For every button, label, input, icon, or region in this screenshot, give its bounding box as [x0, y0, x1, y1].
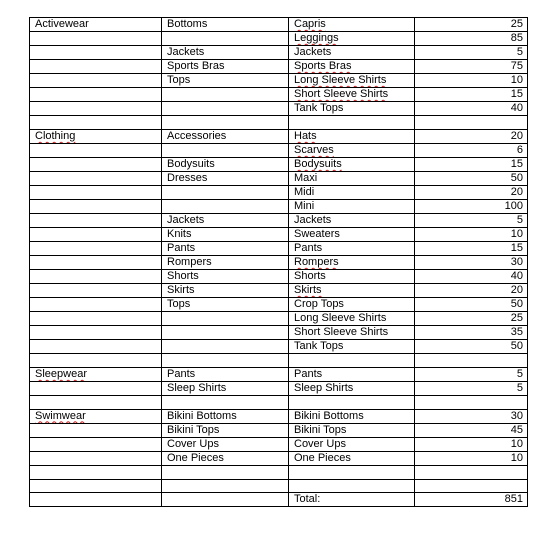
- cell-text: Tops: [167, 74, 191, 86]
- quantity-cell: [415, 171, 528, 185]
- quantity-cell: [415, 88, 528, 102]
- cell-text: Long Sleeve Shirts: [294, 74, 387, 86]
- cell-text: Capris: [294, 18, 326, 30]
- cell-text: 5: [516, 46, 523, 58]
- cell-text: 50: [510, 339, 523, 352]
- cell-text: Sports Bras: [167, 60, 225, 72]
- table-row: [30, 493, 528, 507]
- cell-text: 30: [510, 255, 523, 268]
- subcategory-cell: [162, 74, 289, 88]
- subcategory-cell: [162, 102, 289, 116]
- subcategory-cell: [162, 353, 289, 367]
- category-cell: [30, 339, 162, 353]
- category-cell: [30, 283, 162, 297]
- category-cell: [30, 255, 162, 269]
- quantity-cell: [415, 102, 528, 116]
- quantity-cell: [415, 32, 528, 46]
- inventory-table: [29, 17, 528, 507]
- cell-text: 75: [510, 60, 523, 72]
- subcategory-cell: [162, 325, 289, 339]
- subcategory-cell: [162, 297, 289, 311]
- table-row: [30, 74, 528, 88]
- subcategory-cell: [162, 129, 289, 143]
- table-row: [30, 423, 528, 437]
- subcategory-cell: [162, 157, 289, 171]
- category-cell: [30, 409, 162, 423]
- table-row: [30, 46, 528, 60]
- subcategory-cell: [162, 88, 289, 102]
- category-cell: [30, 241, 162, 255]
- category-cell: [30, 157, 162, 171]
- category-cell: [30, 60, 162, 74]
- quantity-cell: [415, 143, 528, 157]
- cell-text: One Pieces: [294, 451, 351, 464]
- subcategory-cell: [162, 381, 289, 395]
- cell-text: Midi: [294, 185, 315, 198]
- cell-text: Short Sleeve Shirts: [294, 325, 389, 338]
- item-cell: [289, 129, 415, 143]
- subcategory-cell: [162, 60, 289, 74]
- item-cell: [289, 381, 415, 395]
- category-cell: [30, 227, 162, 241]
- table-row: [30, 339, 528, 353]
- cell-text: 10: [510, 74, 523, 86]
- subcategory-cell: [162, 479, 289, 493]
- cell-text: Leggings: [294, 32, 339, 44]
- item-cell: [289, 157, 415, 171]
- inventory-table-body: [30, 18, 528, 507]
- category-cell: [30, 185, 162, 199]
- quantity-cell: [415, 157, 528, 171]
- subcategory-cell: [162, 227, 289, 241]
- category-cell: [30, 143, 162, 157]
- cell-text: 15: [510, 241, 523, 254]
- table-row: [30, 116, 528, 130]
- cell-text: Total:: [294, 493, 321, 506]
- quantity-cell: [415, 18, 528, 32]
- table-row: [30, 143, 528, 157]
- table-row: [30, 269, 528, 283]
- cell-text: Maxi: [294, 171, 318, 184]
- item-cell: [289, 171, 415, 185]
- quantity-cell: [415, 465, 528, 479]
- subcategory-cell: [162, 493, 289, 507]
- cell-text: Jackets: [294, 46, 332, 58]
- cell-text: Crop Tops: [294, 297, 344, 310]
- cell-text: Long Sleeve Shirts: [294, 311, 387, 324]
- subcategory-cell: [162, 18, 289, 32]
- quantity-cell: [415, 297, 528, 311]
- cell-text: Dresses: [167, 171, 208, 184]
- cell-text: 35: [510, 325, 523, 338]
- quantity-cell: [415, 255, 528, 269]
- category-cell: [30, 46, 162, 60]
- subcategory-cell: [162, 185, 289, 199]
- subcategory-cell: [162, 451, 289, 465]
- item-cell: [289, 199, 415, 213]
- quantity-cell: [415, 269, 528, 283]
- subcategory-cell: [162, 395, 289, 409]
- cell-text: 851: [504, 493, 523, 506]
- item-cell: [289, 143, 415, 157]
- cell-text: Bikini Tops: [167, 423, 220, 436]
- table-row: [30, 451, 528, 465]
- cell-text: Sleep Shirts: [167, 381, 227, 394]
- table-row: [30, 353, 528, 367]
- category-cell: [30, 437, 162, 451]
- cell-text: Bodysuits: [294, 157, 342, 170]
- cell-text: Bikini Bottoms: [294, 409, 364, 422]
- cell-text: Sleep Shirts: [294, 381, 354, 394]
- cell-text: 40: [510, 102, 523, 114]
- table-row: [30, 213, 528, 227]
- cell-text: Rompers: [167, 255, 212, 268]
- cell-text: 85: [510, 32, 523, 44]
- quantity-cell: [415, 381, 528, 395]
- table-row: [30, 60, 528, 74]
- quantity-cell: [415, 311, 528, 325]
- item-cell: [289, 269, 415, 283]
- cell-text: Jackets: [167, 213, 205, 226]
- item-cell: [289, 46, 415, 60]
- subcategory-cell: [162, 241, 289, 255]
- quantity-cell: [415, 353, 528, 367]
- table-row: [30, 283, 528, 297]
- cell-text: 10: [510, 451, 523, 464]
- cell-text: 5: [516, 367, 523, 380]
- cell-text: Cover Ups: [167, 437, 219, 450]
- item-cell: [289, 283, 415, 297]
- cell-text: Jackets: [167, 46, 205, 58]
- table-row: [30, 199, 528, 213]
- table-row: [30, 395, 528, 409]
- table-row: [30, 465, 528, 479]
- cell-text: 15: [510, 88, 523, 100]
- cell-text: 100: [504, 199, 523, 212]
- subcategory-cell: [162, 171, 289, 185]
- item-cell: [289, 227, 415, 241]
- item-cell: [289, 116, 415, 130]
- subcategory-cell: [162, 283, 289, 297]
- category-cell: [30, 451, 162, 465]
- table-row: [30, 185, 528, 199]
- item-cell: [289, 423, 415, 437]
- quantity-cell: [415, 325, 528, 339]
- table-row: [30, 227, 528, 241]
- item-cell: [289, 185, 415, 199]
- cell-text: Tops: [167, 297, 191, 310]
- cell-text: 45: [510, 423, 523, 436]
- item-cell: [289, 409, 415, 423]
- cell-text: Bodysuits: [167, 157, 215, 170]
- quantity-cell: [415, 60, 528, 74]
- category-cell: [30, 74, 162, 88]
- cell-text: 10: [510, 437, 523, 450]
- cell-text: 20: [510, 185, 523, 198]
- cell-text: Pants: [294, 367, 323, 380]
- item-cell: [289, 213, 415, 227]
- cell-text: Accessories: [167, 129, 227, 142]
- table-row: [30, 367, 528, 381]
- category-cell: [30, 493, 162, 507]
- quantity-cell: [415, 339, 528, 353]
- cell-text: Short Sleeve Shirts: [294, 88, 389, 100]
- quantity-cell: [415, 129, 528, 143]
- cell-text: 25: [510, 18, 523, 30]
- cell-text: Sweaters: [294, 227, 340, 240]
- quantity-cell: [415, 46, 528, 60]
- subcategory-cell: [162, 46, 289, 60]
- cell-text: 50: [510, 171, 523, 184]
- table-row: [30, 171, 528, 185]
- quantity-cell: [415, 479, 528, 493]
- table-row: [30, 18, 528, 32]
- cell-text: Tank Tops: [294, 102, 344, 114]
- quantity-cell: [415, 451, 528, 465]
- quantity-cell: [415, 367, 528, 381]
- quantity-cell: [415, 227, 528, 241]
- subcategory-cell: [162, 213, 289, 227]
- category-cell: [30, 199, 162, 213]
- quantity-cell: [415, 493, 528, 507]
- cell-text: Pants: [294, 241, 323, 254]
- cell-text: Clothing: [35, 129, 76, 142]
- cell-text: 40: [510, 269, 523, 282]
- cell-text: 5: [516, 381, 523, 394]
- item-cell: [289, 465, 415, 479]
- category-cell: [30, 381, 162, 395]
- cell-text: 10: [510, 227, 523, 240]
- cell-text: Shorts: [294, 269, 326, 282]
- item-cell: [289, 297, 415, 311]
- subcategory-cell: [162, 367, 289, 381]
- category-cell: [30, 32, 162, 46]
- table-row: [30, 88, 528, 102]
- cell-text: Pants: [167, 367, 196, 380]
- subcategory-cell: [162, 339, 289, 353]
- item-cell: [289, 102, 415, 116]
- cell-text: Skirts: [294, 283, 322, 296]
- subcategory-cell: [162, 143, 289, 157]
- quantity-cell: [415, 423, 528, 437]
- cell-text: 30: [510, 409, 523, 422]
- item-cell: [289, 241, 415, 255]
- cell-text: Bikini Tops: [294, 423, 347, 436]
- cell-text: Sports Bras: [294, 60, 352, 72]
- item-cell: [289, 60, 415, 74]
- quantity-cell: [415, 199, 528, 213]
- item-cell: [289, 451, 415, 465]
- table-row: [30, 437, 528, 451]
- category-cell: [30, 18, 162, 32]
- cell-text: 20: [510, 283, 523, 296]
- table-row: [30, 102, 528, 116]
- category-cell: [30, 395, 162, 409]
- table-row: [30, 129, 528, 143]
- item-cell: [289, 325, 415, 339]
- table-row: [30, 157, 528, 171]
- table-row: [30, 297, 528, 311]
- category-cell: [30, 88, 162, 102]
- category-cell: [30, 269, 162, 283]
- category-cell: [30, 102, 162, 116]
- item-cell: [289, 311, 415, 325]
- quantity-cell: [415, 213, 528, 227]
- cell-text: Sleepwear: [35, 367, 87, 380]
- cell-text: Tank Tops: [294, 339, 344, 352]
- cell-text: Activewear: [35, 18, 89, 30]
- subcategory-cell: [162, 32, 289, 46]
- subcategory-cell: [162, 437, 289, 451]
- cell-text: One Pieces: [167, 451, 224, 464]
- cell-text: Shorts: [167, 269, 199, 282]
- item-cell: [289, 32, 415, 46]
- subcategory-cell: [162, 311, 289, 325]
- table-row: [30, 325, 528, 339]
- item-cell: [289, 353, 415, 367]
- cell-text: Knits: [167, 227, 192, 240]
- quantity-cell: [415, 241, 528, 255]
- cell-text: 5: [516, 213, 523, 226]
- item-cell: [289, 339, 415, 353]
- item-cell: [289, 493, 415, 507]
- cell-text: Bikini Bottoms: [167, 409, 237, 422]
- cell-text: Cover Ups: [294, 437, 346, 450]
- category-cell: [30, 479, 162, 493]
- table-row: [30, 32, 528, 46]
- table-row: [30, 479, 528, 493]
- category-cell: [30, 367, 162, 381]
- cell-text: 15: [510, 157, 523, 170]
- quantity-cell: [415, 437, 528, 451]
- item-cell: [289, 74, 415, 88]
- cell-text: Mini: [294, 199, 315, 212]
- category-cell: [30, 116, 162, 130]
- item-cell: [289, 255, 415, 269]
- category-cell: [30, 213, 162, 227]
- quantity-cell: [415, 395, 528, 409]
- cell-text: Scarves: [294, 143, 334, 156]
- cell-text: 25: [510, 311, 523, 324]
- item-cell: [289, 367, 415, 381]
- cell-text: Rompers: [294, 255, 339, 268]
- category-cell: [30, 423, 162, 437]
- subcategory-cell: [162, 199, 289, 213]
- cell-text: 50: [510, 297, 523, 310]
- item-cell: [289, 88, 415, 102]
- cell-text: Pants: [167, 241, 196, 254]
- cell-text: Hats: [294, 129, 317, 142]
- cell-text: 6: [516, 143, 523, 156]
- subcategory-cell: [162, 116, 289, 130]
- table-row: [30, 381, 528, 395]
- category-cell: [30, 311, 162, 325]
- category-cell: [30, 353, 162, 367]
- cell-text: Jackets: [294, 213, 332, 226]
- cell-text: Bottoms: [167, 18, 208, 30]
- table-row: [30, 255, 528, 269]
- quantity-cell: [415, 185, 528, 199]
- subcategory-cell: [162, 269, 289, 283]
- subcategory-cell: [162, 423, 289, 437]
- category-cell: [30, 465, 162, 479]
- item-cell: [289, 479, 415, 493]
- subcategory-cell: [162, 465, 289, 479]
- subcategory-cell: [162, 409, 289, 423]
- category-cell: [30, 129, 162, 143]
- quantity-cell: [415, 116, 528, 130]
- item-cell: [289, 395, 415, 409]
- quantity-cell: [415, 409, 528, 423]
- cell-text: Swimwear: [35, 409, 86, 422]
- quantity-cell: [415, 283, 528, 297]
- category-cell: [30, 171, 162, 185]
- item-cell: [289, 18, 415, 32]
- table-row: [30, 311, 528, 325]
- subcategory-cell: [162, 255, 289, 269]
- quantity-cell: [415, 74, 528, 88]
- table-row: [30, 241, 528, 255]
- category-cell: [30, 325, 162, 339]
- cell-text: Skirts: [167, 283, 195, 296]
- item-cell: [289, 437, 415, 451]
- category-cell: [30, 297, 162, 311]
- cell-text: 20: [510, 129, 523, 142]
- table-row: [30, 409, 528, 423]
